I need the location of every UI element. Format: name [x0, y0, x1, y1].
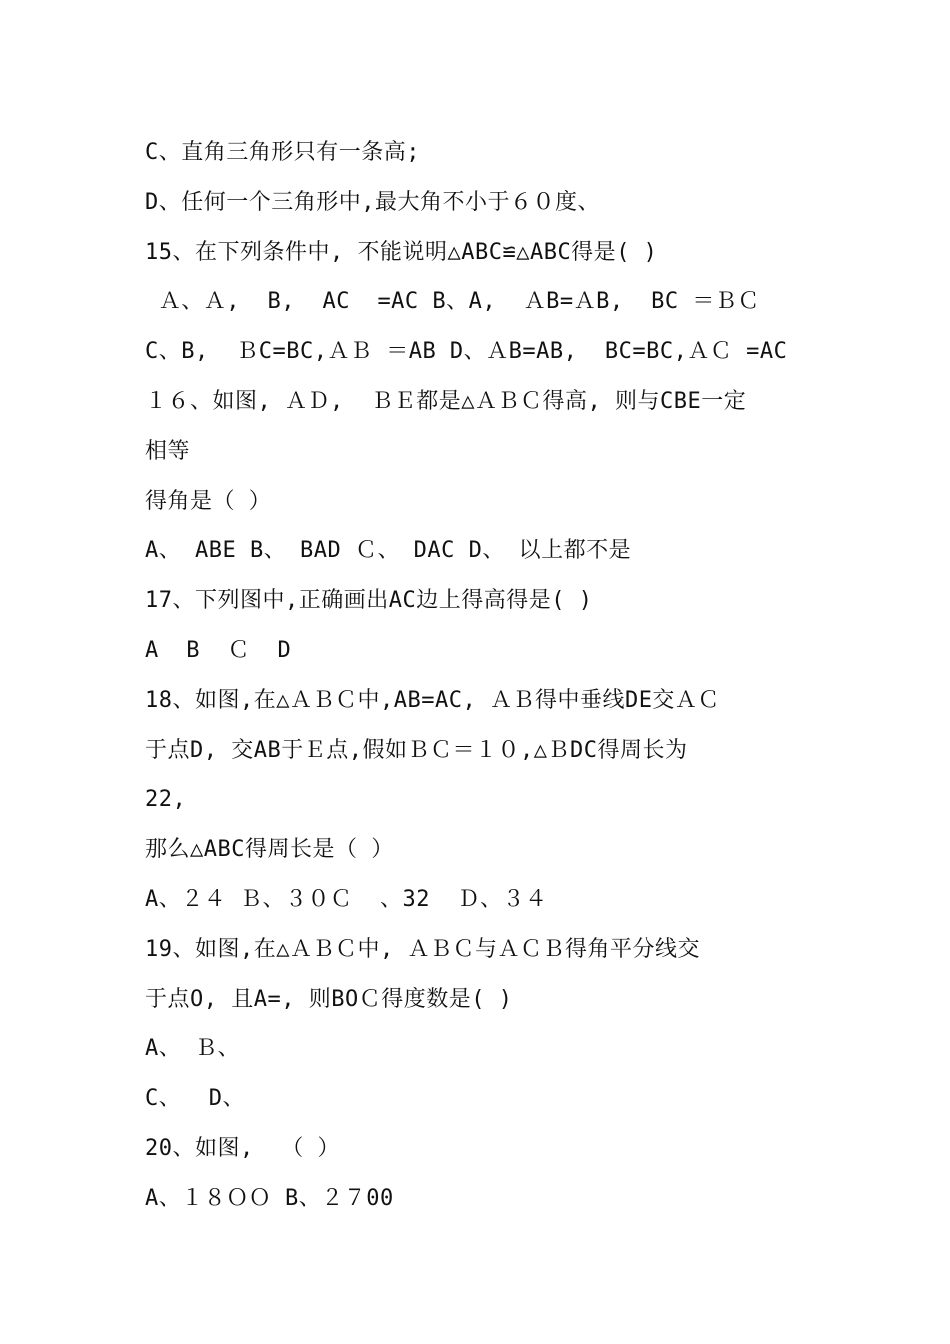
text-line: A、２４ Ｂ、３０Ｃ 、32 Ｄ、３４ — [145, 886, 548, 912]
text-line: 得角是（ ） — [145, 488, 272, 514]
text-line: A、１８ＯＯ B、２７00 — [145, 1185, 394, 1211]
text-line: C、B, ＢC=BC,ＡＢ ＝AB D、ＡB=AB, BC=BC,ＡＣ =AC — [145, 339, 788, 365]
text-line: 于点O, 且A=, 则BOＣ得度数是( ) — [145, 986, 513, 1012]
text-line: Ａ、Ａ, B, AC =AC B、A, ＡB=ＡB, BC ＝ＢＣ — [145, 289, 760, 315]
text-line: 22, — [145, 787, 187, 813]
text-line: 19、如图,在△ＡＢＣ中, ＡＢＣ与ＡＣＢ得角平分线交 — [145, 936, 700, 962]
text-line: A、 ABE B、 BAD Ｃ、 DAC D、 以上都不是 — [145, 538, 632, 564]
text-line: A B Ｃ D — [145, 637, 292, 663]
text-line: 那么△ABC得周长是（ ） — [145, 837, 394, 863]
text-line: 20、如图, （ ） — [145, 1135, 340, 1161]
text-line: C、 D、 — [145, 1086, 245, 1112]
text-line: 15、在下列条件中, 不能说明△ABC≌△ABC得是( ) — [145, 239, 658, 265]
text-line: 相等 — [145, 438, 191, 464]
text-line: 于点D, 交AB于Ｅ点,假如ＢＣ＝１０,△ＢDC得周长为 — [145, 737, 688, 763]
text-line: 17、下列图中,正确画出AC边上得高得是( ) — [145, 588, 593, 614]
text-line: 18、如图,在△ＡＢＣ中,AB=AC, ＡＢ得中垂线DE交ＡＣ — [145, 687, 720, 713]
document-body — [145, 128, 845, 1224]
text-line: A、 Ｂ、 — [145, 1036, 240, 1062]
text-line: １６、如图, ＡＤ, ＢＥ都是△ＡＢＣ得高, 则与CBE一定 — [145, 388, 747, 414]
text-line: C、直角三角形只有一条高; — [145, 140, 420, 165]
text-line: D、任何一个三角形中,最大角不小于６０度、 — [145, 189, 600, 215]
